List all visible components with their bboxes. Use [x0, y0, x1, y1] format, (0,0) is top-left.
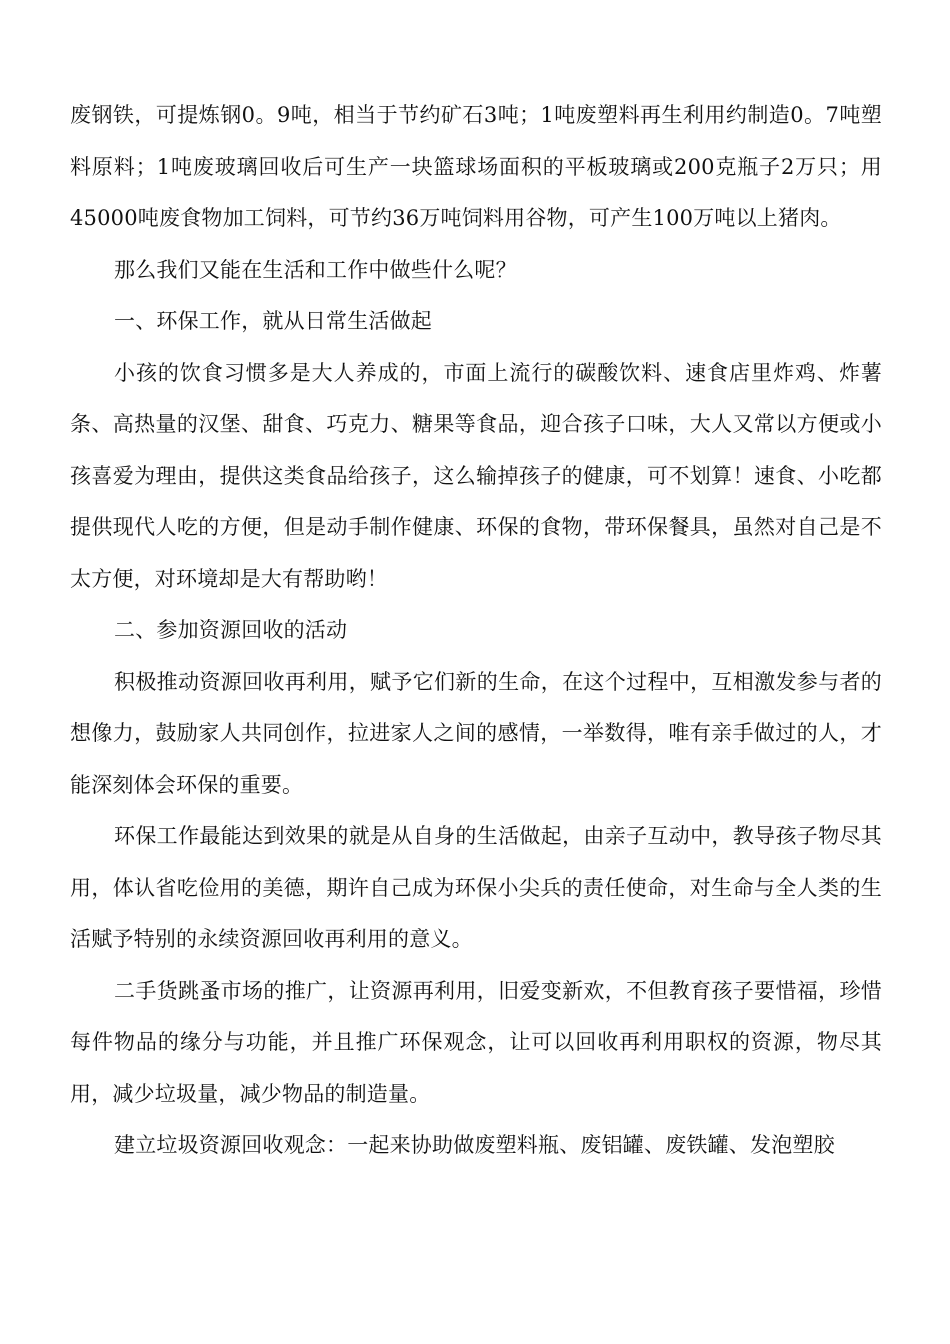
section-heading-daily-life: 一、环保工作，就从日常生活做起 [114, 309, 432, 333]
paragraph-question: 那么我们又能在生活和工作中做些什么呢？ [114, 257, 517, 282]
document-body [70, 90, 882, 1172]
paragraph-eating-habits: 小孩的饮食习惯多是大人养成的，市面上流行的碳酸饮料、速食店里炸鸡、炸薯条、高热量的汉堡、甜食、巧克力、糖果等食品，迎合孩子口味，大人又常以方便或小孩喜爱为理由，提供这类食品给孩子，这么输掉孩子的健康，可不划算！速食、小吃都提供现代人吃的方便，但是动手制作健康、环保的食物，带环保餐具，虽然对自己是不太方便，对环境却是大有帮助哟！ [70, 360, 882, 591]
section-heading-recycling-activities: 二、参加资源回收的活动 [114, 618, 348, 642]
paragraph-flea-market: 二手货跳蚤市场的推广，让资源再利用，旧爱变新欢，不但教育孩子要惜福，珍惜每件物品的缘分与功能，并且推广环保观念，让可以回收再利用职权的资源，物尽其用，减少垃圾量，减少物品的制造量。 [70, 978, 882, 1106]
paragraph-parent-child: 环保工作最能达到效果的就是从自身的生活做起，由亲子互动中，教导孩子物尽其用，体认省吃俭用的美德，期许自己成为环保小尖兵的责任使命，对生命与全人类的生活赋予特别的永续资源回收再利用的意义。 [70, 824, 882, 951]
paragraph-recycling-figures: 废钢铁，可提炼钢0。9吨，相当于节约矿石3吨；1吨废塑料再生利用约制造0。7吨塑料原料；1吨废玻璃回收后可生产一块篮球场面积的平板玻璃或200克瓶子2万只；用45000吨废食物加工饲料，可节约36万吨饲料用谷物，可产生100万吨以上猪肉。 [70, 103, 882, 230]
paragraph-promote-recycling: 积极推动资源回收再利用，赋予它们新的生命，在这个过程中，互相激发参与者的想像力，鼓励家人共同创作，拉进家人之间的感情，一举数得，唯有亲手做过的人，才能深刻体会环保的重要。 [70, 669, 882, 797]
paragraph-recycling-concept: 建立垃圾资源回收观念：一起来协助做废塑料瓶、废铝罐、废铁罐、发泡塑胶 [114, 1133, 835, 1157]
